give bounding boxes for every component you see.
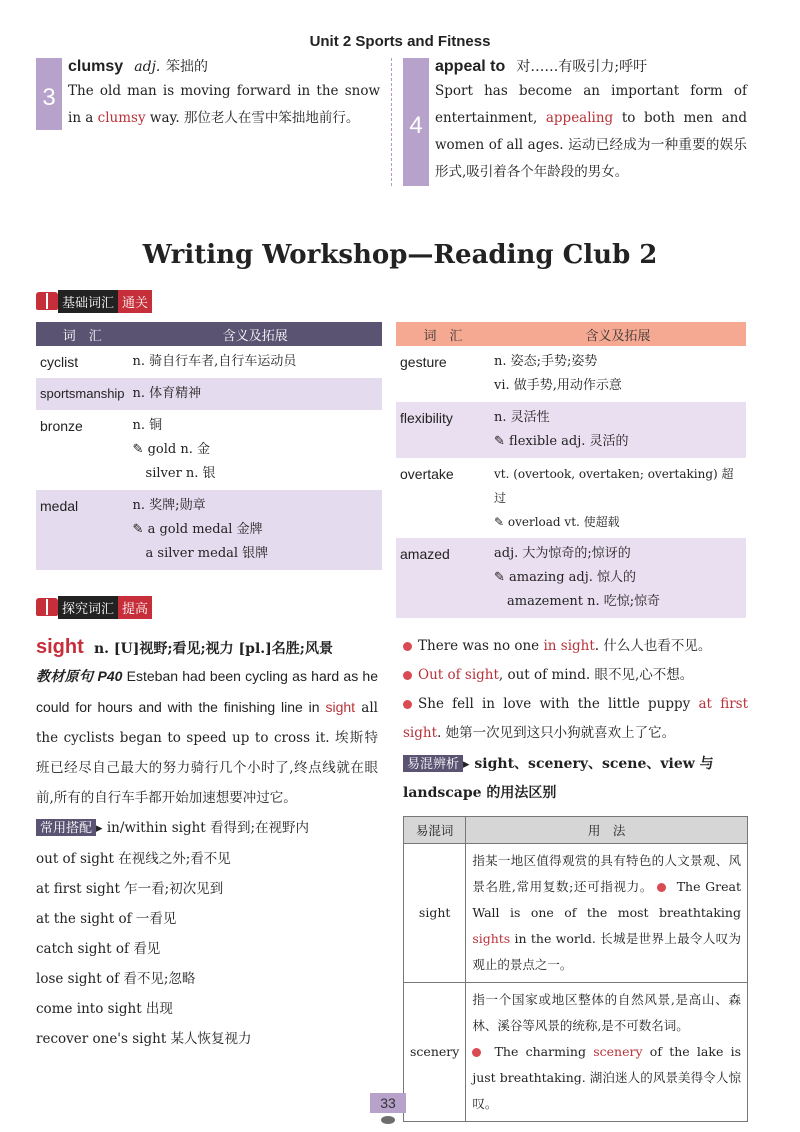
collocation-item: out of sight 在视线之外;看不见 bbox=[36, 851, 231, 867]
confusables-table bbox=[403, 816, 748, 1122]
page-number: 33 bbox=[370, 1093, 406, 1113]
basic-vocab-tag bbox=[36, 290, 152, 312]
example-text: The old man is moving forward in the snow in a bbox=[68, 83, 380, 126]
col-usage: 用 法 bbox=[466, 817, 748, 844]
book-icon bbox=[36, 292, 58, 310]
bullet-icon bbox=[403, 642, 412, 651]
table-row bbox=[404, 983, 748, 1122]
vocab-word: gesture bbox=[400, 354, 447, 370]
collocation-item: 常用搭配 ▸ in/within sight 看得到;在视野内 bbox=[36, 813, 378, 844]
bullet-icon bbox=[403, 671, 412, 680]
sight-entry bbox=[36, 636, 378, 1054]
example-item bbox=[403, 632, 748, 661]
usage-example-end: of the lake is just breathtaking. 湖泊迷人的风景美得令人惊叹。 bbox=[472, 1044, 741, 1111]
source-highlight: sight bbox=[325, 699, 356, 715]
tag-label: 基础词汇 bbox=[58, 290, 118, 313]
table-row bbox=[396, 458, 746, 538]
usage-cell bbox=[466, 983, 748, 1122]
col-word: 词 汇 bbox=[396, 322, 490, 346]
collocation-item: lose sight of 看不见;忽略 bbox=[36, 971, 196, 987]
usage-cell bbox=[466, 844, 748, 983]
bullet-icon bbox=[472, 1048, 481, 1057]
example-text-end: to both men and women of all ages. 运动已经成为一种重要的娱乐形式,吸引着各个年龄段的男女。 bbox=[435, 110, 747, 180]
meaning-line: n. 体育精神 bbox=[132, 386, 202, 401]
vocab-meaning bbox=[129, 378, 382, 410]
headword: clumsy bbox=[68, 58, 124, 75]
collocation-item: catch sight of 看见 bbox=[36, 941, 161, 957]
col-meaning: 含义及拓展 bbox=[129, 322, 382, 346]
block-example bbox=[435, 78, 747, 186]
table-row bbox=[396, 346, 746, 402]
collocation-tag: 常用搭配 bbox=[36, 819, 96, 836]
meaning-line: ✎ overload vt. 使超载 bbox=[494, 515, 620, 529]
table-row bbox=[396, 402, 746, 458]
table-header bbox=[396, 322, 746, 346]
example-highlight: Out of sight bbox=[418, 667, 499, 683]
confusable-word: scenery bbox=[404, 983, 466, 1122]
source-sentence bbox=[36, 661, 378, 813]
collocation-item: at first sight 乍一看;初次见到 bbox=[36, 881, 224, 897]
vocab-meaning bbox=[129, 410, 382, 490]
confusables-tag: 易混辨析 bbox=[403, 755, 463, 772]
example-highlight: clumsy bbox=[97, 110, 146, 126]
meaning-line: ✎ flexible adj. 灵活的 bbox=[494, 434, 629, 449]
meaning-line: ✎ amazing adj. 惊人的 bbox=[494, 570, 637, 585]
collocation-list bbox=[36, 813, 378, 1054]
running-header: Unit 2 Sports and Fitness bbox=[309, 33, 491, 50]
vocab-meaning bbox=[129, 490, 382, 570]
example-item bbox=[403, 661, 748, 690]
example-text: There was no one bbox=[418, 638, 544, 654]
example-item bbox=[403, 690, 748, 748]
example-highlight: at first sight bbox=[403, 696, 748, 741]
table-row bbox=[36, 410, 382, 490]
example-highlight: appealing bbox=[545, 110, 614, 126]
vocab-block-clumsy bbox=[68, 56, 380, 132]
tag-label: 探究词汇 bbox=[58, 596, 118, 619]
meaning-line: amazement n. 吃惊;惊奇 bbox=[494, 594, 661, 609]
col-word: 词 汇 bbox=[36, 322, 129, 346]
sight-heading bbox=[36, 636, 378, 659]
meaning-line: adj. 大为惊奇的;惊讶的 bbox=[494, 546, 631, 561]
vocab-word: overtake bbox=[400, 466, 454, 482]
confusable-word: sight bbox=[404, 844, 466, 983]
usage-highlight: sights bbox=[472, 931, 511, 946]
block-example bbox=[68, 78, 380, 132]
confusables-title: sight、scenery、scene、view 与 landscape 的用法区别 bbox=[403, 756, 714, 801]
source-text: Esteban had been cycling as hard as he could for hours and with the finishing line in bbox=[36, 668, 378, 715]
vocab-meaning bbox=[129, 346, 382, 378]
table-header bbox=[36, 322, 382, 346]
explore-vocab-tag bbox=[36, 596, 152, 618]
vocab-word: sportsmanship bbox=[36, 378, 129, 410]
usage-example: The Great Wall is one of the most breathtaking bbox=[472, 879, 741, 920]
table-row bbox=[36, 346, 382, 378]
meaning: 对……有吸引力;呼吁 bbox=[516, 59, 648, 75]
headword: appeal to bbox=[435, 58, 506, 75]
meaning-line: ✎ a gold medal 金牌 bbox=[132, 522, 263, 537]
basic-vocab-table-right bbox=[396, 322, 746, 618]
source-text-end: all the cyclists began to speed up to cross it. 埃斯特班已经尽自己最大的努力骑行几个小时了,终点线就在眼前,所有的自行车手都开始加速想要冲过它。 bbox=[36, 700, 378, 806]
usage-example-end: in the world. 长城是世界上最令人叹为观止的景点之一。 bbox=[472, 931, 741, 972]
meaning-line: a silver medal 银牌 bbox=[132, 546, 269, 561]
table-row bbox=[36, 490, 382, 570]
vocab-word: cyclist bbox=[40, 354, 79, 370]
section-title: Writing Workshop—Reading Club 2 bbox=[142, 240, 658, 270]
definition: n. [U]视野;看见;视力 [pl.]名胜;风景 bbox=[93, 641, 333, 657]
usage-example: The charming bbox=[487, 1044, 594, 1059]
usage-highlight: scenery bbox=[593, 1044, 643, 1059]
bird-icon bbox=[381, 1116, 395, 1124]
example-text: Sport has become an important form of entertainment, bbox=[435, 83, 747, 126]
meaning-line: silver n. 银 bbox=[132, 466, 216, 481]
example-highlight: in sight bbox=[543, 638, 595, 654]
example-text: She fell in love with the little puppy bbox=[418, 696, 699, 712]
collocation-item: recover one's sight 某人恢复视力 bbox=[36, 1031, 252, 1047]
bullet-icon bbox=[657, 883, 666, 892]
basic-vocab-table-left bbox=[36, 322, 382, 570]
example-list bbox=[403, 632, 748, 748]
collocation-item: at the sight of 一看见 bbox=[36, 911, 177, 927]
table-row bbox=[36, 378, 382, 410]
meaning: 笨拙的 bbox=[165, 59, 208, 75]
col-meaning: 含义及拓展 bbox=[490, 322, 746, 346]
column-divider bbox=[391, 58, 392, 186]
block-number-3: 3 bbox=[36, 58, 62, 130]
example-text-end: . 她第一次见到这只小狗就喜欢上了它。 bbox=[437, 725, 676, 741]
table-row bbox=[404, 844, 748, 983]
meaning-line: n. 铜 bbox=[132, 418, 163, 433]
headword: sight bbox=[36, 636, 84, 658]
tag-accent: 通关 bbox=[118, 290, 152, 313]
collocation-text: in/within sight 看得到;在视野内 bbox=[106, 820, 310, 836]
vocab-word: medal bbox=[36, 490, 129, 570]
usage-text: 指某一地区值得观赏的具有特色的人文景观、风景名胜,常用复数;还可指视力。 bbox=[472, 853, 741, 894]
block-headword bbox=[68, 56, 380, 76]
vocab-word: amazed bbox=[396, 538, 490, 618]
part-of-speech: adj. bbox=[134, 59, 161, 75]
col-confusable: 易混词 bbox=[404, 817, 466, 844]
tag-accent: 提高 bbox=[118, 596, 152, 619]
source-label: 教材原句 P40 bbox=[36, 668, 123, 684]
vocab-block-appeal-to bbox=[435, 56, 747, 186]
meaning-line: n. 姿态;手势;姿势 bbox=[494, 354, 598, 369]
collocation-item: come into sight 出现 bbox=[36, 1001, 173, 1017]
meaning-line: ✎ gold n. 金 bbox=[132, 442, 210, 457]
table-header bbox=[404, 817, 748, 844]
example-text-end: way. 那位老人在雪中笨拙地前行。 bbox=[145, 110, 360, 126]
vocab-word: bronze bbox=[40, 418, 83, 434]
vocab-word: flexibility bbox=[396, 402, 490, 458]
meaning-line: n. 奖牌;勋章 bbox=[132, 498, 206, 513]
table-row bbox=[396, 538, 746, 618]
meaning-line: n. 骑自行车者,自行车运动员 bbox=[132, 354, 297, 369]
vocab-meaning bbox=[490, 402, 746, 458]
vocab-meaning bbox=[490, 458, 746, 538]
block-headword bbox=[435, 56, 747, 76]
usage-text: 指一个国家或地区整体的自然风景,是高山、森林、溪谷等风景的统称,是不可数名词。 bbox=[472, 992, 741, 1033]
example-text-end: , out of mind. 眼不见,心不想。 bbox=[498, 667, 694, 683]
meaning-line: n. 灵活性 bbox=[494, 410, 550, 425]
book-icon bbox=[36, 598, 58, 616]
vocab-meaning bbox=[490, 538, 746, 618]
bullet-icon bbox=[403, 700, 412, 709]
example-text-end: . 什么人也看不见。 bbox=[594, 638, 712, 654]
meaning-line: vt. (overtook, overtaken; overtaking) 超过 bbox=[494, 467, 734, 505]
vocab-meaning bbox=[490, 346, 746, 402]
meaning-line: vi. 做手势,用动作示意 bbox=[494, 378, 622, 393]
block-number-4: 4 bbox=[403, 58, 429, 186]
confusables-heading: 易混辨析 ▸ sight、scenery、scene、view 与 landscape 的用法区别 bbox=[403, 756, 714, 801]
